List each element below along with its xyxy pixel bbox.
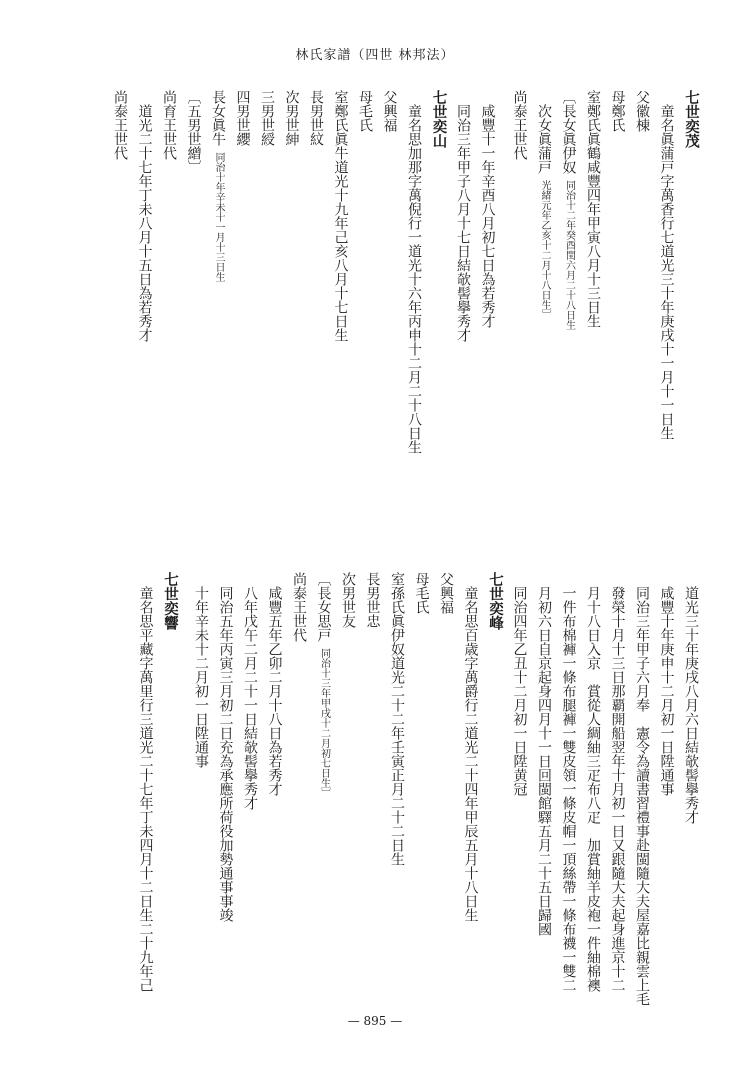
text-column [283, 90, 301, 520]
text-column [160, 90, 178, 520]
column-text: 十年辛未十二月初一日陞通事 [193, 586, 209, 768]
text-column [658, 572, 676, 1012]
text-column [217, 572, 235, 1012]
section-heading [161, 572, 179, 1012]
column-note: 同治十二年癸酉閏六月二十八日生 [563, 180, 575, 330]
column-text: 母毛氏 [413, 572, 430, 614]
text-column [658, 90, 676, 520]
text-column [307, 90, 325, 520]
text-column [633, 572, 651, 1012]
column-text: 尚泰王世代 [112, 90, 128, 160]
text-column [511, 572, 529, 1012]
column-text: 咸豐五年乙卯二月十八日為若秀才 [266, 586, 283, 796]
column-text: 七世奕峰 [487, 572, 504, 630]
column-text: 同治四年乙丑十二月初一日陞黄冠 [511, 586, 528, 796]
text-column [241, 572, 259, 1012]
text-column [437, 572, 455, 1012]
text-column [413, 572, 431, 1012]
column-text: 長男世紋 [308, 90, 324, 146]
text-column [258, 90, 276, 520]
column-text: 月十八日入京 賞從人綢紬三疋布八疋 加賞紬羊皮袍一件紬棉襖 [585, 586, 601, 992]
text-column [381, 90, 399, 520]
section-heading [682, 90, 700, 520]
column-text: 父興福 [438, 572, 454, 614]
column-text: 尚泰王世代 [291, 572, 307, 642]
text-column [405, 90, 423, 520]
text-column [535, 572, 553, 1012]
column-text: 父徽棟 [634, 90, 650, 132]
section-heading [430, 90, 448, 520]
text-column [584, 90, 602, 520]
text-column [609, 572, 627, 1012]
text-column [137, 572, 155, 1012]
section-heading [486, 572, 504, 1012]
column-text: 室孫氏眞伊奴道光二十二年壬寅正月二十二日生 [389, 572, 405, 866]
column-text: 次女眞蒲戸 [536, 104, 552, 174]
column-text: 母毛氏 [357, 90, 373, 132]
text-column [682, 572, 700, 1012]
text-column [609, 90, 627, 520]
bottom-text-block [130, 572, 700, 1012]
text-column [479, 90, 497, 520]
text-column [339, 572, 357, 1012]
column-text: 月初六日自京起身四月十一日回閩館驛五月二十五日歸國 [536, 586, 552, 936]
column-text: 童名眞蒲戸字萬香行七道光三十年庚戌十一月十一日生 [658, 104, 675, 440]
column-text: 同治五年丙寅三月初二日充為承應所荷役加勢通事事竣 [217, 586, 234, 922]
text-column [364, 572, 382, 1012]
column-text: 尚泰王世代 [511, 90, 528, 160]
column-text: 尚育王世代 [161, 90, 177, 160]
column-text: 童名思百歳字萬爵行二道光二十四年甲辰五月十八日生 [462, 586, 479, 922]
column-text: 咸豐十年庚申十二月初一日陞通事 [658, 586, 675, 796]
column-text: 〔長女眞伊奴 [560, 90, 577, 174]
text-column [209, 90, 227, 520]
column-text: 七世奕茂 [683, 90, 700, 148]
column-text: 母鄭氏 [609, 90, 626, 132]
text-column [332, 90, 350, 520]
column-text: 室鄭氏眞鶴咸豐四年甲寅八月十三日生 [585, 90, 601, 328]
text-column [290, 572, 308, 1012]
column-text: 長男世忠 [364, 572, 381, 628]
text-column [535, 90, 553, 520]
top-text-block [105, 90, 701, 520]
text-column [136, 90, 154, 520]
column-text: 道光二十七年丁未八月十五日為若秀才 [136, 104, 153, 342]
text-column [560, 90, 578, 520]
column-text: 一件布棉褲一條布腿褲一雙皮領一條皮帽一頂絲帶一條布襪一雙二 [560, 586, 577, 992]
text-column [454, 90, 472, 520]
text-column [192, 572, 210, 1012]
column-text: 次男世紳 [283, 90, 300, 146]
column-text: 道光三十年庚戌八月六日結欹髻擧秀才 [683, 586, 699, 824]
column-text: 〔五男世繒〕 [185, 90, 202, 174]
column-text: 次男世友 [340, 572, 356, 628]
column-note: 同治十年辛未十一月十三日生 [213, 152, 224, 282]
page-number: — 895 — [347, 1014, 403, 1028]
column-note: 同治十三年甲戌十二月初七日生〕 [318, 648, 330, 798]
column-text: 三男世綬 [259, 90, 275, 146]
column-text: 四男世纓 [234, 90, 251, 146]
text-column [356, 90, 374, 520]
text-column [266, 572, 284, 1012]
column-text: 長女眞牛 [210, 90, 226, 146]
column-text: 父興福 [381, 90, 398, 132]
text-column [511, 90, 529, 520]
column-text: 同治三年甲子六月奉 憲令為讀書習禮事赴閩隨大夫屋嘉比親雲上毛 [634, 586, 650, 1006]
column-text: 童名思加那字萬倪行一道光十六年丙申十二月二十八日生 [406, 104, 422, 454]
text-column [185, 90, 203, 520]
text-column [560, 572, 578, 1012]
column-text: 〔長女思戸 [315, 572, 332, 642]
column-text: 室鄭氏眞牛道光十九年己亥八月十七日生 [332, 90, 349, 342]
text-column [388, 572, 406, 1012]
column-text: 七世奕響 [162, 572, 179, 630]
column-note: 光緒元年乙亥十二月十八日生〕 [539, 180, 550, 320]
text-column [315, 572, 333, 1012]
text-column [462, 572, 480, 1012]
text-column [633, 90, 651, 520]
text-column [584, 572, 602, 1012]
column-text: 同治三年甲子八月十七日結欹髻擧秀才 [455, 104, 471, 342]
column-text: 咸豐十一年辛酉八月初七日為若秀才 [479, 104, 496, 328]
column-text: 七世奕山 [430, 90, 448, 148]
text-column [234, 90, 252, 520]
column-text: 發榮十月十三日那覇開船翌年十月初一日又跟隨大夫起身進京十二 [609, 586, 626, 992]
column-text: 八年戊午二月二十一日結欹髻擧秀才 [242, 586, 258, 810]
text-column [111, 90, 129, 520]
column-text: 童名思平藏字萬里行三道光二十七年丁未四月十二日生二十九年己 [137, 586, 154, 992]
page-header: 林氏家譜（四世 林邦法） [295, 48, 455, 63]
